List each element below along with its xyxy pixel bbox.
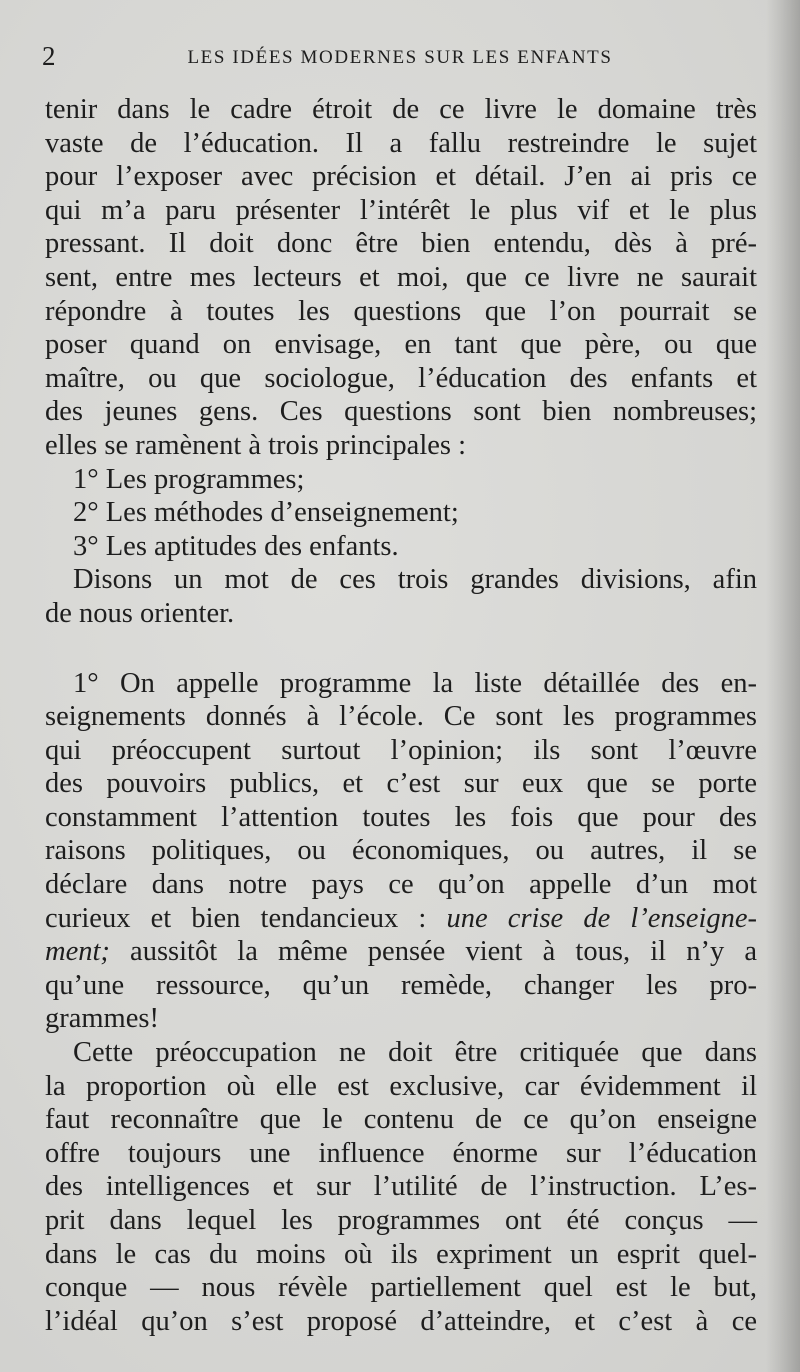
text-line: Disons un mot de ces trois grandes divisions, afin [73,564,757,596]
text-line: la proportion où elle est exclusive, car évidemment il [45,1070,757,1102]
text-line: vaste de l’éducation. Il a fallu restreindre le sujet [45,127,757,159]
page-header [40,38,760,78]
page-number: 2 [42,41,56,71]
text-line: constamment l’attention toutes les fois que pour des [45,801,757,833]
text-line: offre toujours une influence énorme sur l’éducation [45,1137,757,1169]
text-line: qui préoccupent surtout l’opinion; ils sont l’œuvre [45,734,757,766]
text-line: raisons politiques, ou économiques, ou autres, il se [45,835,757,867]
list-item: 3° Les aptitudes des enfants. [73,530,399,562]
text-line: conque — nous révèle partiellement quel est le but, [45,1272,757,1304]
text-line: répondre à toutes les questions que l’on pourrait se [45,295,757,327]
text-line: des jeunes gens. Ces questions sont bien nombreuses; [45,396,757,428]
text-segment: aussitôt la même pensée vient à tous, il n’y a [130,936,758,968]
list-item: 2° Les méthodes d’enseignement; [73,497,459,529]
list-item: 1° Les programmes; [73,463,305,495]
text-line: maître, ou que sociologue, l’éducation des enfants et [45,362,757,394]
text-line-mixed [45,902,757,936]
text-line: grammes! [45,1003,159,1035]
text-line: faut reconnaître que le contenu de ce qu’on enseigne [45,1104,757,1136]
text-line: des pouvoirs publics, et c’est sur eux que se porte [45,768,757,800]
text-line: de nous orienter. [45,597,235,629]
text-line: dans le cas du moins où ils expriment un esprit quel- [45,1238,757,1270]
text-line: déclare dans notre pays ce qu’on appelle d’un mot [45,869,757,901]
text-line: Cette préoccupation ne doit être critiquée que dans [73,1037,757,1069]
italic-phrase: ment; [45,936,110,968]
text-segment: curieux et bien tendancieux : [45,902,427,934]
italic-phrase: une crise de l’enseigne- [446,902,758,934]
body-text [45,93,757,1338]
text-line: qu’une ressource, qu’un remède, changer les pro- [45,969,757,1001]
text-line: pressant. Il doit donc être bien entendu, dès à pré- [45,228,757,260]
text-line-mixed [45,935,757,969]
text-line: 1° On appelle programme la liste détaillée des en- [73,667,757,699]
text-line: seignements donnés à l’école. Ce sont les programmes [45,701,757,733]
text-line: prit dans lequel les programmes ont été conçus — [45,1205,757,1236]
text-line: l’idéal qu’on s’est proposé d’atteindre, et c’est à ce [45,1305,757,1337]
text-line: des intelligences et sur l’utilité de l’instruction. L’es- [45,1171,757,1203]
text-line: tenir dans le cadre étroit de ce livre le domaine très [45,94,757,125]
running-title: LES IDÉES MODERNES SUR LES ENFANTS [187,47,613,68]
section-gap [45,631,757,667]
text-line: qui m’a paru présenter l’intérêt le plus vif et le plus [45,194,757,226]
page-edge-shadow [766,0,800,1372]
text-line: sent, entre mes lecteurs et moi, que ce livre ne saurait [45,261,757,293]
text-line: elles se ramènent à trois principales : [45,429,467,461]
text-line: pour l’exposer avec précision et détail. J’en ai pris ce [45,161,757,193]
text-line: poser quand on envisage, en tant que père, ou que [45,329,757,361]
